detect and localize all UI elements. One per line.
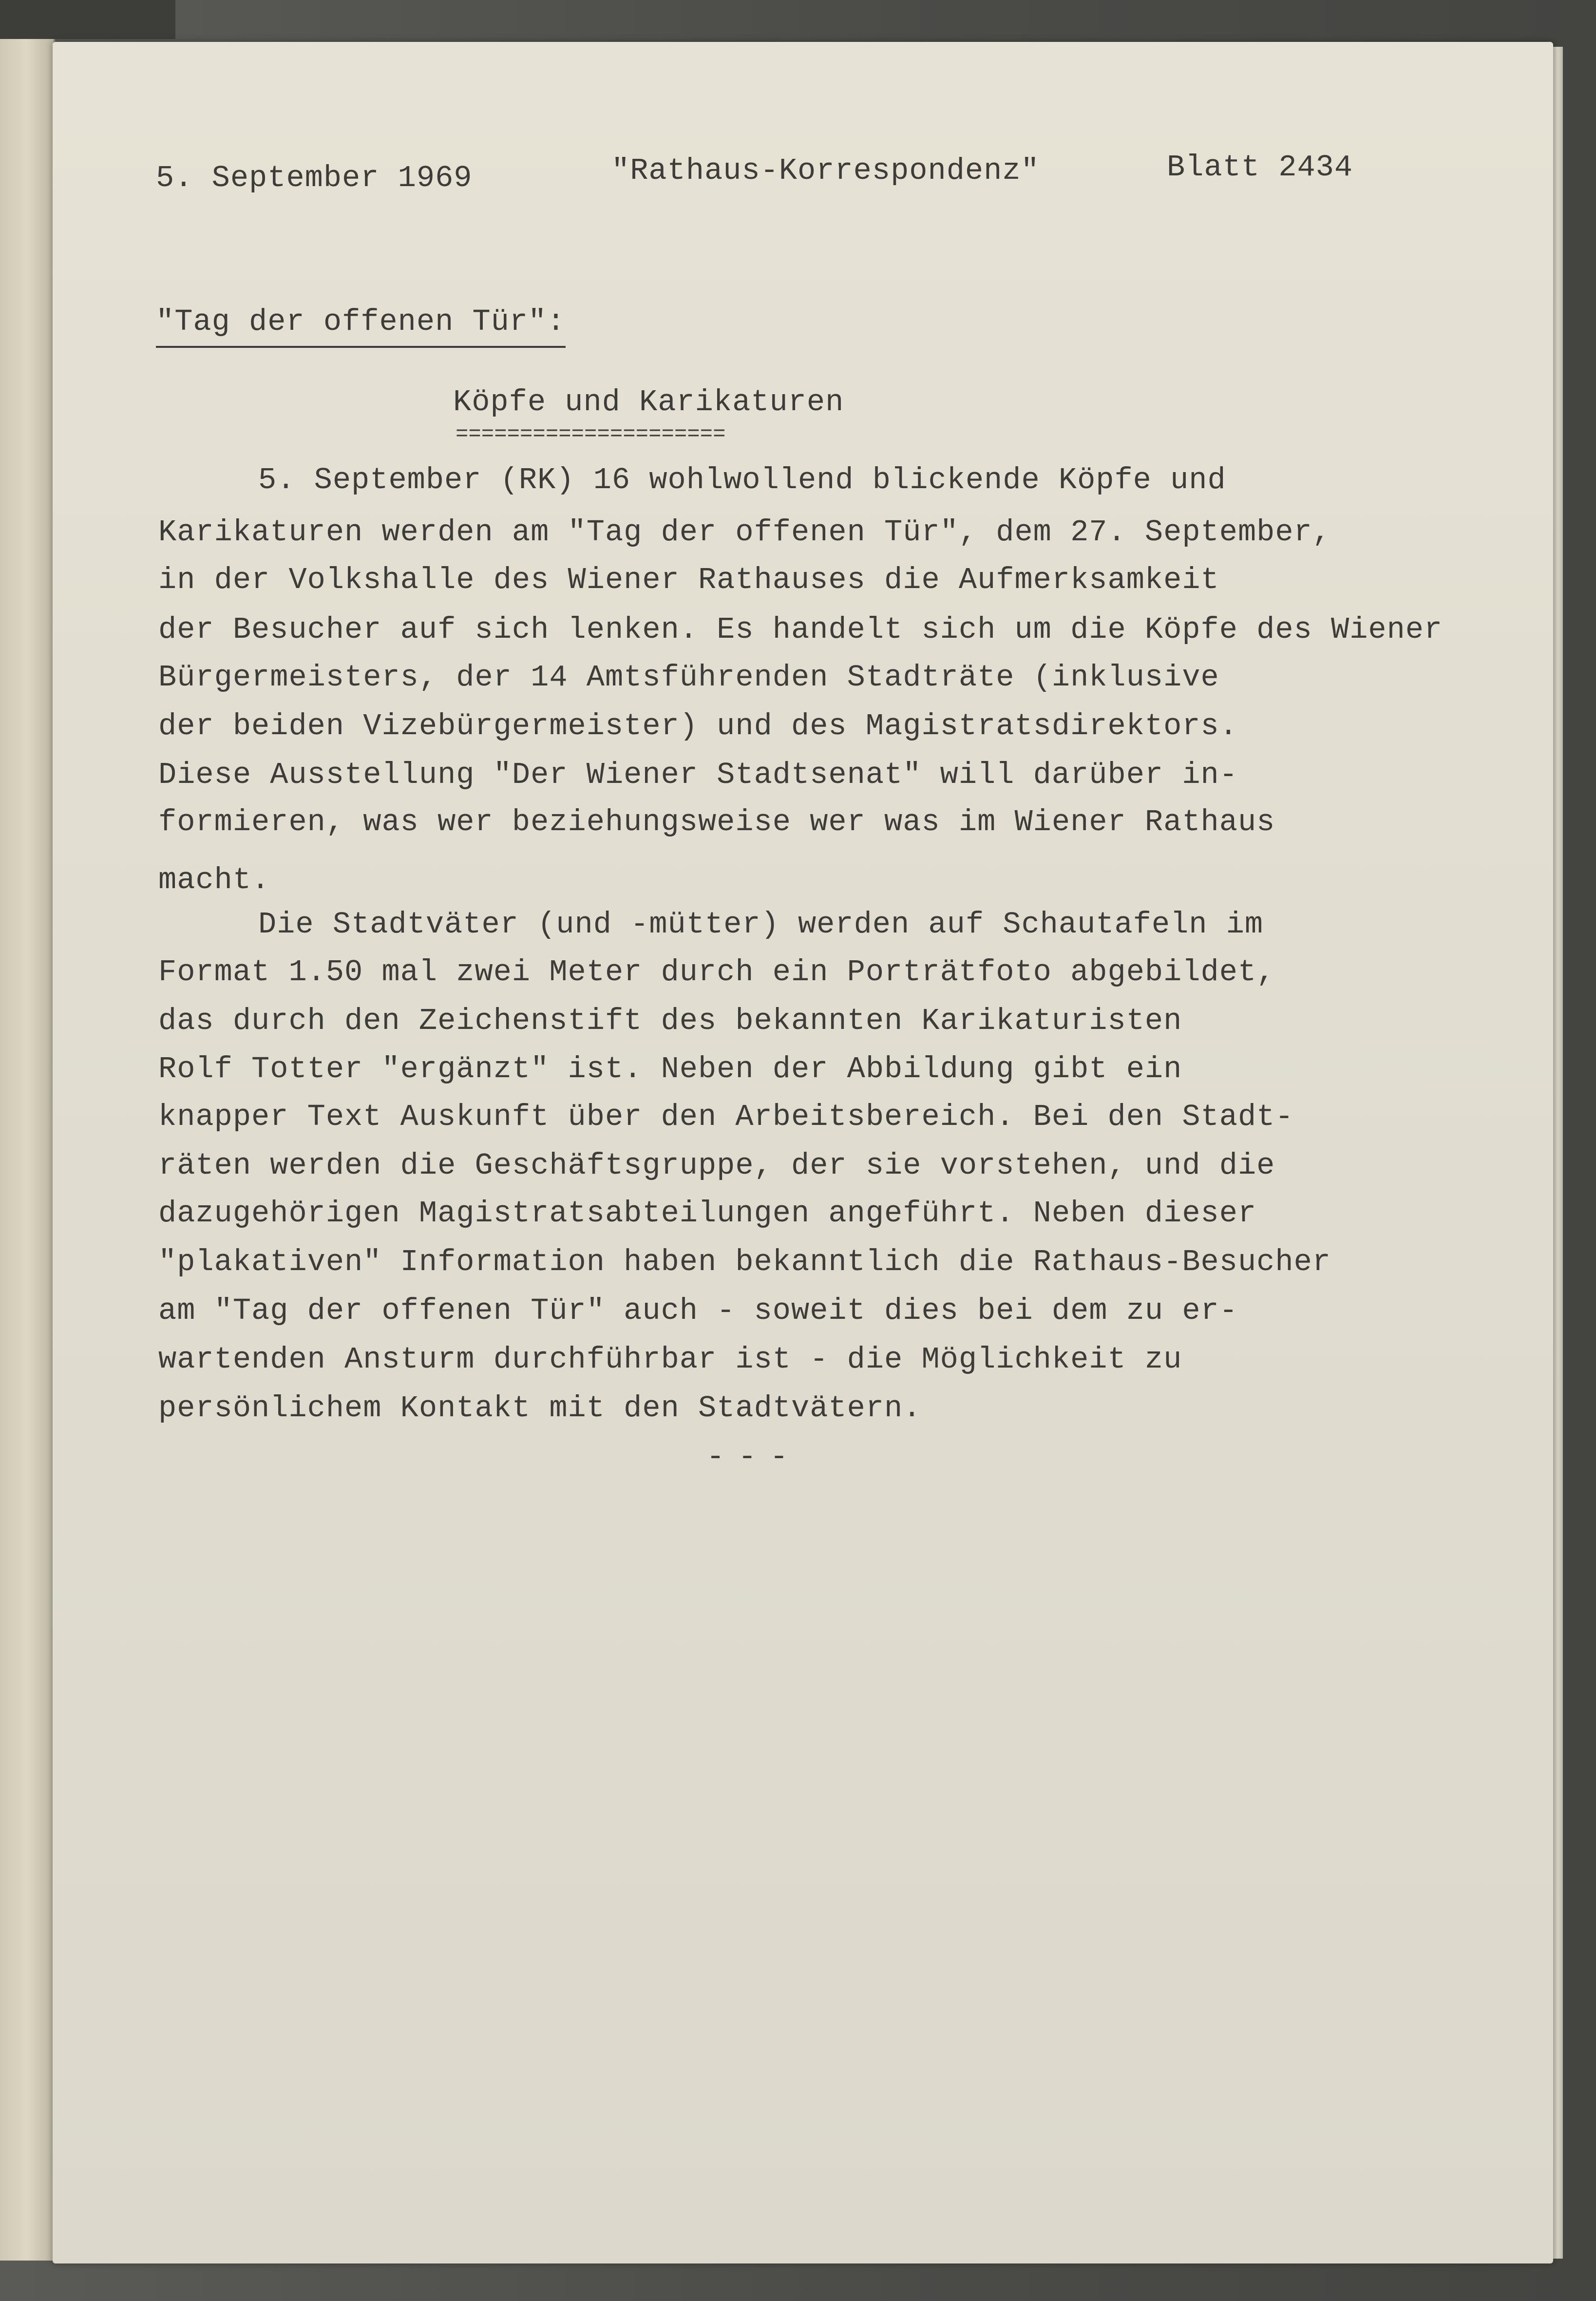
article-title: Köpfe und Karikaturen	[453, 385, 844, 419]
paragraph1-line: der beiden Vizebürgermeister) und des Magistratsdirektors.	[158, 709, 1238, 743]
paragraph2-line: persönlichem Kontakt mit den Stadtvätern.	[158, 1391, 922, 1426]
paragraph2-line: knapper Text Auskunft über den Arbeitsbereich. Bei den Stadt-	[158, 1100, 1294, 1134]
paragraph1-line: formieren, was wer beziehungsweise wer was im Wiener Rathaus	[158, 805, 1275, 839]
paragraph1-line: in der Volkshalle des Wiener Rathauses die Aufmerksamkeit	[158, 563, 1219, 597]
paragraph2-line: dazugehörigen Magistratsabteilungen angeführt. Neben dieser	[158, 1196, 1257, 1231]
paragraph2-line: am "Tag der offenen Tür" auch - soweit dies bei dem zu er-	[158, 1293, 1238, 1328]
paragraph1-line: Diese Ausstellung "Der Wiener Stadtsenat" will darüber in-	[158, 758, 1238, 792]
title-underline-rule: =====================	[456, 422, 726, 447]
header-date: 5. September 1969	[156, 161, 473, 195]
paragraph1-line: Karikaturen werden am "Tag der offenen Tür", dem 27. September,	[158, 515, 1331, 550]
paragraph2-line: Die Stadtväter (und -mütter) werden auf Schautafeln im	[258, 907, 1264, 942]
paragraph1-line: 5. September (RK) 16 wohlwollend blickende Köpfe und	[258, 463, 1226, 497]
article-headline: "Tag der offenen Tür":	[156, 307, 566, 348]
paragraph2-line: räten werden die Geschäftsgruppe, der sie vorstehen, und die	[158, 1148, 1275, 1183]
paragraph2-line: das durch den Zeichenstift des bekannten Karikaturisten	[158, 1004, 1182, 1038]
header-sheet-number: Blatt 2434	[1167, 150, 1353, 185]
paragraph2-line: Format 1.50 mal zwei Meter durch ein Porträtfoto abgebildet,	[158, 955, 1275, 989]
scanner-edge	[0, 0, 175, 39]
end-of-article-mark: ---	[706, 1440, 802, 1474]
paragraph2-line: wartenden Ansturm durchführbar ist - die Möglichkeit zu	[158, 1342, 1182, 1377]
paragraph1-line: Bürgermeisters, der 14 Amtsführenden Stadträte (inklusive	[158, 660, 1219, 695]
previous-page-edge	[0, 39, 55, 2261]
header-publication: "Rathaus-Korrespondenz"	[611, 153, 1040, 188]
paragraph2-line: "plakativen" Information haben bekanntlich die Rathaus-Besucher	[158, 1245, 1331, 1279]
paragraph1-line: der Besucher auf sich lenken. Es handelt sich um die Köpfe des Wiener	[158, 612, 1443, 647]
paragraph1-line: macht.	[158, 863, 270, 897]
paragraph2-line: Rolf Totter "ergänzt" ist. Neben der Abbildung gibt ein	[158, 1052, 1182, 1086]
page-stack-edge	[1553, 47, 1563, 2259]
